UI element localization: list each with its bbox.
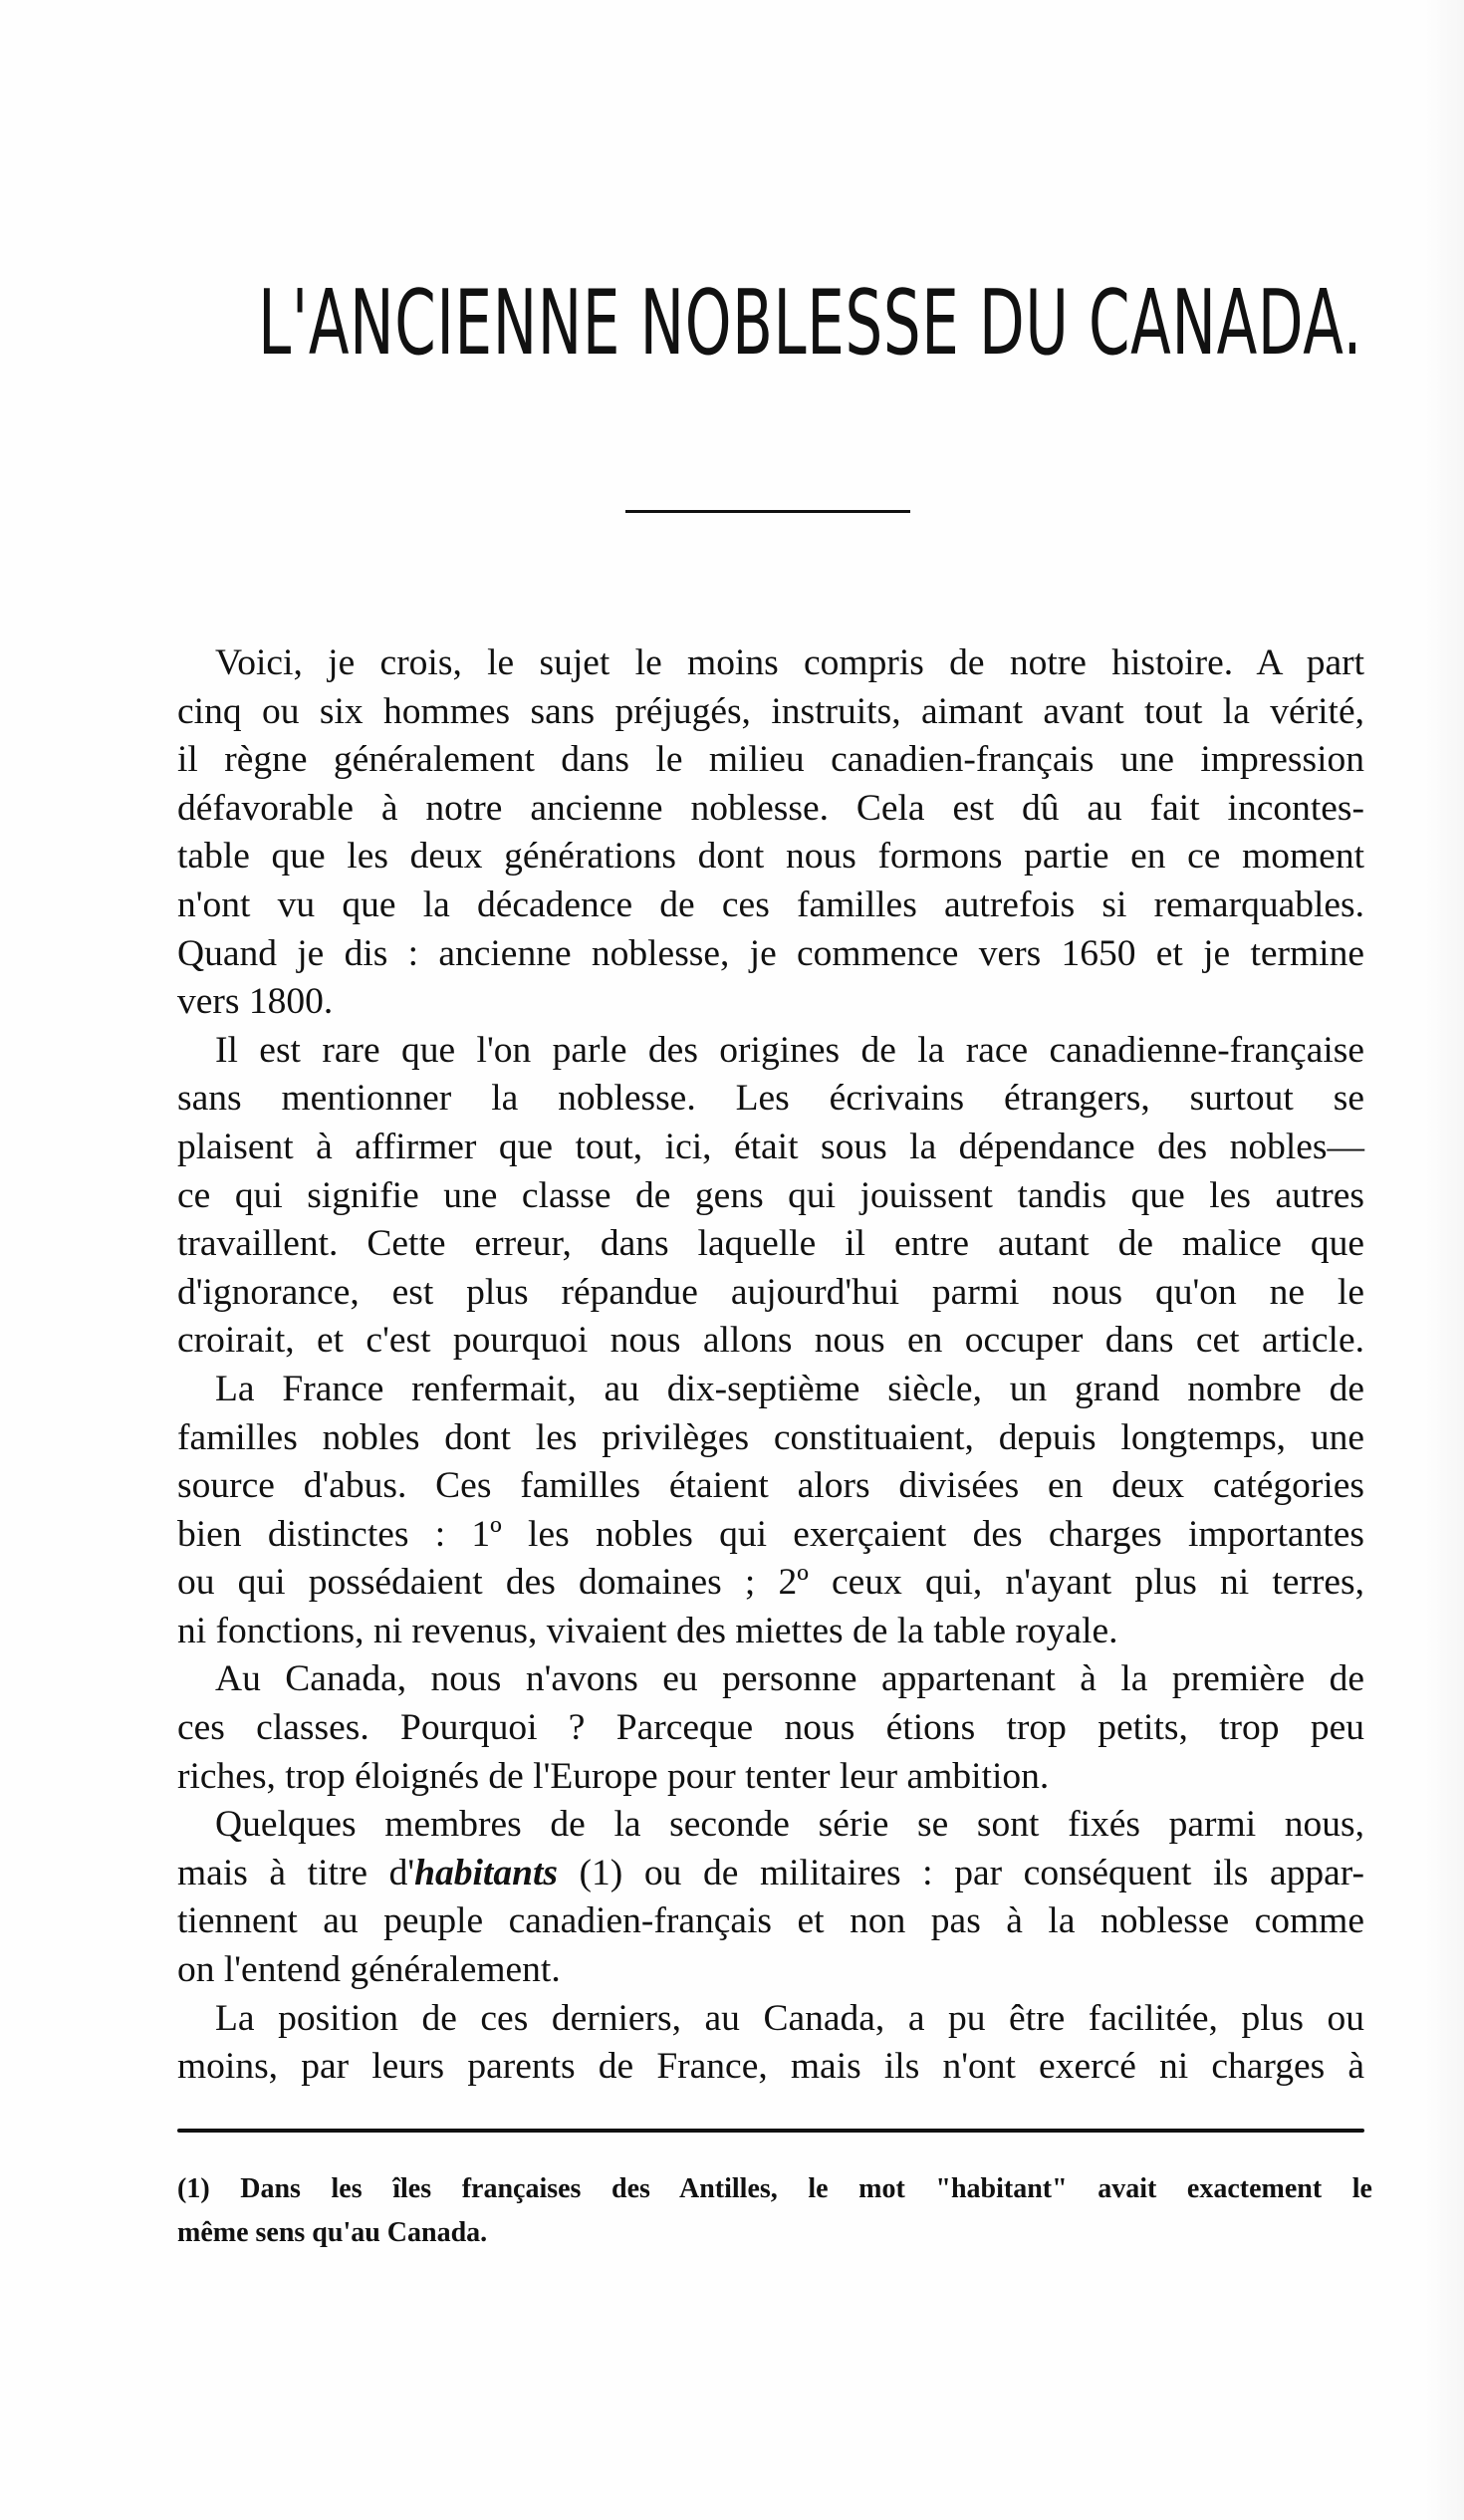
text-segment: (1) ou de militaires : par conséquent ils appar- (557, 1852, 1364, 1893)
text-line: d'ignorance, est plus répandue aujourd'hui parmi nous qu'on ne le (177, 1271, 1364, 1313)
text-line: moins, par leurs parents de France, mais ils n'ont exercé ni charges à (177, 2046, 1364, 2088)
page-edge-shading (1424, 0, 1464, 2520)
footnote-line: même sens qu'au Canada. (177, 2217, 488, 2248)
text-line: ou qui possédaient des domaines ; 2º ceux qui, n'ayant plus ni terres, (177, 1562, 1364, 1604)
text-line: table que les deux générations dont nous formons partie en ce moment (177, 836, 1364, 878)
text-line: n'ont vu que la décadence de ces familles autrefois si remarquables. (177, 883, 1364, 925)
text-line: ces classes. Pourquoi ? Parceque nous étions trop petits, trop peu (177, 1707, 1364, 1749)
body-text (177, 639, 1364, 2092)
italic-term: habitants (414, 1852, 558, 1893)
page-title: L'ANCIENNE NOBLESSE DU CANADA. (258, 271, 1363, 376)
text-line: défavorable à notre ancienne noblesse. Cela est dû au fait incontes- (177, 787, 1364, 829)
footnote (177, 2167, 1372, 2255)
paragraph-3 (177, 1366, 1364, 1656)
text-line: Au Canada, nous n'avons eu personne appartenant à la première de (215, 1658, 1364, 1700)
text-line: source d'abus. Ces familles étaient alors divisées en deux catégories (177, 1465, 1364, 1507)
text-line: vers 1800. (177, 981, 334, 1023)
paragraph-6 (177, 1995, 1364, 2092)
text-line: il règne généralement dans le milieu canadien-français une impression (177, 739, 1364, 781)
text-line: La France renfermait, au dix-septième siècle, un grand nombre de (215, 1368, 1364, 1409)
paragraph-1 (177, 639, 1364, 1027)
text-line: Voici, je crois, le sujet le moins compris de notre histoire. A part (215, 642, 1364, 683)
title-divider (625, 510, 910, 513)
text-line: La position de ces derniers, au Canada, a pu être facilitée, plus ou (215, 1997, 1364, 2039)
footnote-divider (177, 2129, 1364, 2133)
paragraph-5 (177, 1801, 1364, 1994)
text-line: riches, trop éloignés de l'Europe pour tenter leur ambition. (177, 1755, 1050, 1797)
text-line: plaisent à affirmer que tout, ici, était sous la dépendance des nobles— (177, 1126, 1364, 1167)
text-line: Il est rare que l'on parle des origines de la race canadienne-française (215, 1029, 1364, 1071)
text-line: sans mentionner la noblesse. Les écrivains étrangers, surtout se (177, 1078, 1364, 1120)
text-line: Quand je dis : ancienne noblesse, je commence vers 1650 et je termine (177, 932, 1364, 974)
paragraph-4 (177, 1655, 1364, 1801)
text-line: on l'entend généralement. (177, 1949, 561, 1991)
paragraph-2 (177, 1027, 1364, 1366)
text-line: bien distinctes : 1º les nobles qui exerçaient des charges importantes (177, 1513, 1364, 1555)
text-line (177, 1850, 1364, 1898)
text-line: ce qui signifie une classe de gens qui jouissent tandis que les autres (177, 1174, 1364, 1216)
text-line: Quelques membres de la seconde série se sont fixés parmi nous, (215, 1804, 1364, 1846)
text-line: tiennent au peuple canadien-français et non pas à la noblesse comme (177, 1900, 1364, 1942)
footnote-line: (1) Dans les îles françaises des Antilles, le mot "habitant" avait exactement le (177, 2173, 1372, 2204)
text-line: croirait, et c'est pourquoi nous allons nous en occuper dans cet article. (177, 1320, 1364, 1362)
text-line: cinq ou six hommes sans préjugés, instruits, aimant avant tout la vérité, (177, 690, 1364, 732)
text-line: travaillent. Cette erreur, dans laquelle il entre autant de malice que (177, 1223, 1364, 1265)
text-segment: mais à titre d' (177, 1852, 415, 1893)
text-line: ni fonctions, ni revenus, vivaient des miettes de la table royale. (177, 1610, 1118, 1651)
text-line: familles nobles dont les privilèges constituaient, depuis longtemps, une (177, 1416, 1364, 1458)
